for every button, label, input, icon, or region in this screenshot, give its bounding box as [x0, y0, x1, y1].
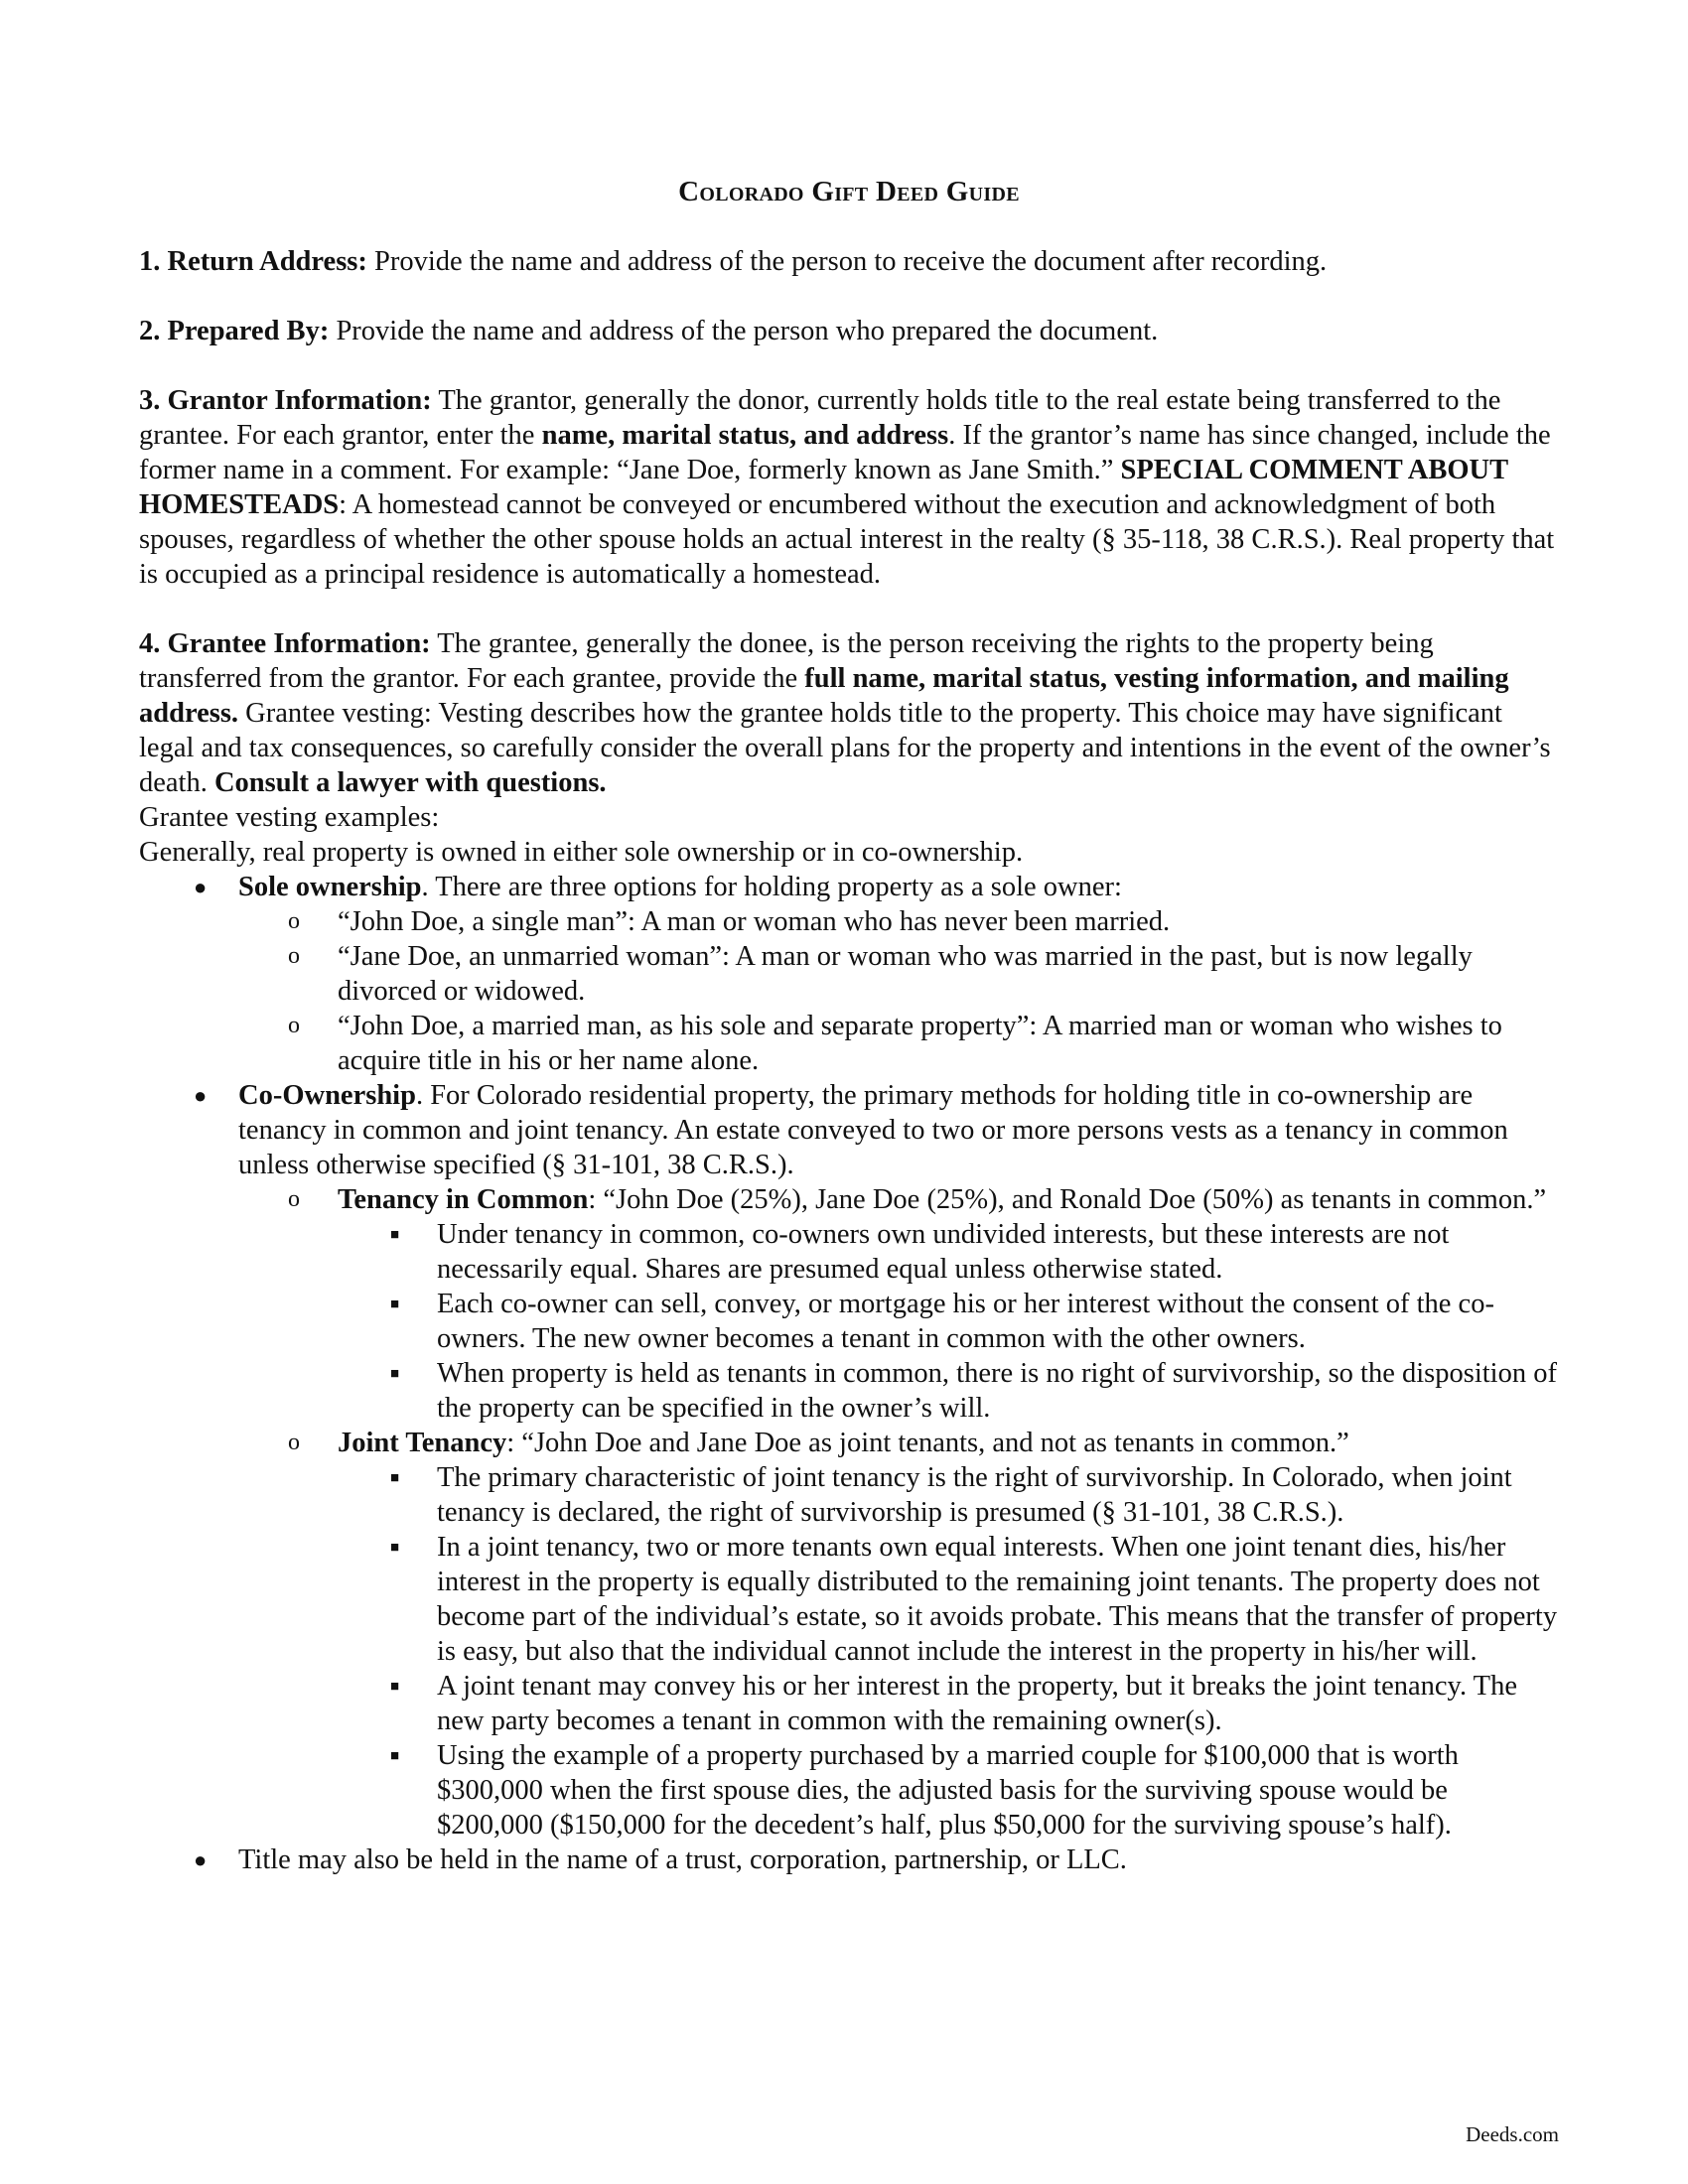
list-item-joint-tenancy — [139, 1426, 1559, 1460]
vesting-examples-label: Grantee vesting examples: — [139, 802, 440, 833]
list-item-heading: Tenancy in Common — [338, 1184, 589, 1215]
list-item-co-ownership — [139, 1078, 1559, 1182]
footer-brand: Deeds.com — [1466, 2122, 1559, 2146]
section-return-address — [139, 244, 1559, 279]
section-heading: 2. Prepared By: — [139, 316, 330, 346]
ownership-intro: Generally, real property is owned in either sole ownership or in co-ownership. — [139, 837, 1024, 868]
list-item-text: The primary characteristic of joint tenancy is the right of survivorship. In Colorado, when joint tenancy is declared, the right of survivorship is presumed (§ 31-101, 38 C.R.S.). — [437, 1462, 1512, 1528]
list-item-text: A joint tenant may convey his or her interest in the property, but it breaks the joint tenancy. The new party becomes a tenant in common with the remaining owner(s). — [437, 1671, 1517, 1736]
bullet-marker: ● — [194, 875, 208, 899]
circle-marker: o — [288, 1013, 300, 1038]
section-grantor-information — [139, 383, 1559, 592]
homestead-comment-heading: SPECIAL COMMENT ABOUT HOMESTEADS — [139, 455, 1508, 520]
section-text: : A homestead cannot be conveyed or encumbered without the execution and acknowledgment of both spouses, regardless of whether the other spouse holds an actual interest in the realty (§ 35-118, 38 C.R.S.). Real property that is occupied as a principal residence is automatically a homestead. — [139, 489, 1555, 590]
emphasis-text: name, marital status, and address — [541, 420, 949, 451]
emphasis-text: Consult a lawyer with questions. — [213, 767, 607, 798]
document-title: Colorado Gift Deed Guide — [678, 176, 1020, 207]
list-item-text: In a joint tenancy, two or more tenants own equal interests. When one joint tenant dies, his/her interest in the property is equally distributed to the remaining joint tenants. The property does not become part of the individual’s estate, so it avoids probate. This means that the transfer of property is easy, but also that the individual cannot include the interest in the property in his/her will. — [437, 1532, 1558, 1667]
section-text: The grantee, generally the donee, is the person receiving the rights to the property being transferred from the grantor. For each grantee, provide the — [139, 628, 1434, 694]
square-marker: ■ — [390, 1679, 400, 1695]
list-item-text: “John Doe, a single man”: A man or woman who has never been married. — [338, 906, 1171, 937]
list-item-text: Each co-owner can sell, convey, or mortgage his or her interest without the consent of the co-owners. The new owner becomes a tenant in common with the other owners. — [437, 1289, 1494, 1354]
circle-marker: o — [288, 1430, 300, 1455]
bullet-marker: ● — [194, 1083, 208, 1108]
square-marker: ■ — [390, 1540, 400, 1556]
circle-marker: o — [288, 908, 300, 934]
square-marker: ■ — [390, 1470, 400, 1486]
circle-marker: o — [288, 943, 300, 969]
square-marker: ■ — [390, 1366, 400, 1382]
list-item — [139, 1356, 1559, 1426]
list-item-text: “Jane Doe, an unmarried woman”: A man or woman who was married in the past, but is now legally divorced or widowed. — [338, 941, 1473, 1007]
list-item-trust — [139, 1843, 1559, 1877]
vesting-list — [139, 870, 1559, 1877]
list-item — [139, 1738, 1559, 1843]
square-marker: ■ — [390, 1297, 400, 1312]
list-item-heading: Sole ownership — [238, 872, 422, 902]
list-item-tenancy-in-common — [139, 1182, 1559, 1217]
circle-marker: o — [288, 1186, 300, 1212]
section-prepared-by — [139, 314, 1559, 348]
bullet-marker: ● — [194, 1847, 208, 1872]
list-item-text: Under tenancy in common, co-owners own undivided interests, but these interests are not necessarily equal. Shares are presumed equal unless otherwise stated. — [437, 1219, 1450, 1285]
section-text: Provide the name and address of the person to receive the document after recording. — [366, 246, 1328, 277]
section-heading: 4. Grantee Information: — [139, 628, 431, 659]
list-item-text: . There are three options for holding property as a sole owner: — [421, 872, 1122, 902]
list-item-text: : “John Doe (25%), Jane Doe (25%), and Ronald Doe (50%) as tenants in common.” — [588, 1184, 1547, 1215]
emphasis-text: full name, marital status, vesting information, and mailing address. — [139, 663, 1509, 729]
list-item — [139, 1669, 1559, 1738]
section-heading: 1. Return Address: — [139, 246, 367, 277]
list-item — [139, 939, 1559, 1009]
section-grantee-information — [139, 626, 1559, 800]
list-item-heading: Co-Ownership — [238, 1080, 416, 1111]
list-item — [139, 1460, 1559, 1530]
list-item-text: When property is held as tenants in common, there is no right of survivorship, so the disposition of the property can be specified in the owner’s will. — [437, 1358, 1557, 1424]
list-item-text: Title may also be held in the name of a trust, corporation, partnership, or LLC. — [238, 1844, 1127, 1875]
list-item-text: Using the example of a property purchased by a married couple for $100,000 that is worth $300,000 when the first spouse dies, the adjusted basis for the surviving spouse would be $200,000 ($150,000 for the decedent’s half, plus $50,000 for the surviving spouse’s half). — [437, 1740, 1459, 1841]
section-text: Grantee vesting: Vesting describes how the grantee holds title to the property. This choice may have significant legal and tax consequences, so carefully consider the overall plans for the property and intentions in the event of the owner’s death. — [139, 698, 1551, 798]
section-heading: 3. Grantor Information: — [139, 385, 432, 416]
list-item-sole-ownership — [139, 870, 1559, 904]
list-item-text: . For Colorado residential property, the primary methods for holding title in co-ownership are tenancy in common and joint tenancy. An estate conveyed to two or more persons vests as a tenancy in common unless otherwise specified (§ 31-101, 38 C.R.S.). — [238, 1080, 1508, 1180]
list-item — [139, 1530, 1559, 1669]
list-item-heading: Joint Tenancy — [338, 1428, 507, 1458]
section-text: Provide the name and address of the person who prepared the document. — [329, 316, 1159, 346]
section-text: The grantor, generally the donor, currently holds title to the real estate being transferred to the grantee. For each grantor, enter the — [139, 385, 1501, 451]
square-marker: ■ — [390, 1227, 400, 1243]
section-text: . If the grantor’s name has since changed, include the former name in a comment. For example: “Jane Doe, formerly known as Jane Smith.” — [139, 420, 1551, 485]
list-item-text: : “John Doe and Jane Doe as joint tenants, and not as tenants in common.” — [506, 1428, 1349, 1458]
square-marker: ■ — [390, 1748, 400, 1764]
list-item — [139, 1287, 1559, 1356]
list-item — [139, 1217, 1559, 1287]
list-item-text: “John Doe, a married man, as his sole and separate property”: A married man or woman who wishes to acquire title in his or her name alone. — [338, 1011, 1502, 1076]
document-body — [139, 175, 1559, 1877]
list-item — [139, 1009, 1559, 1078]
list-item — [139, 904, 1559, 939]
